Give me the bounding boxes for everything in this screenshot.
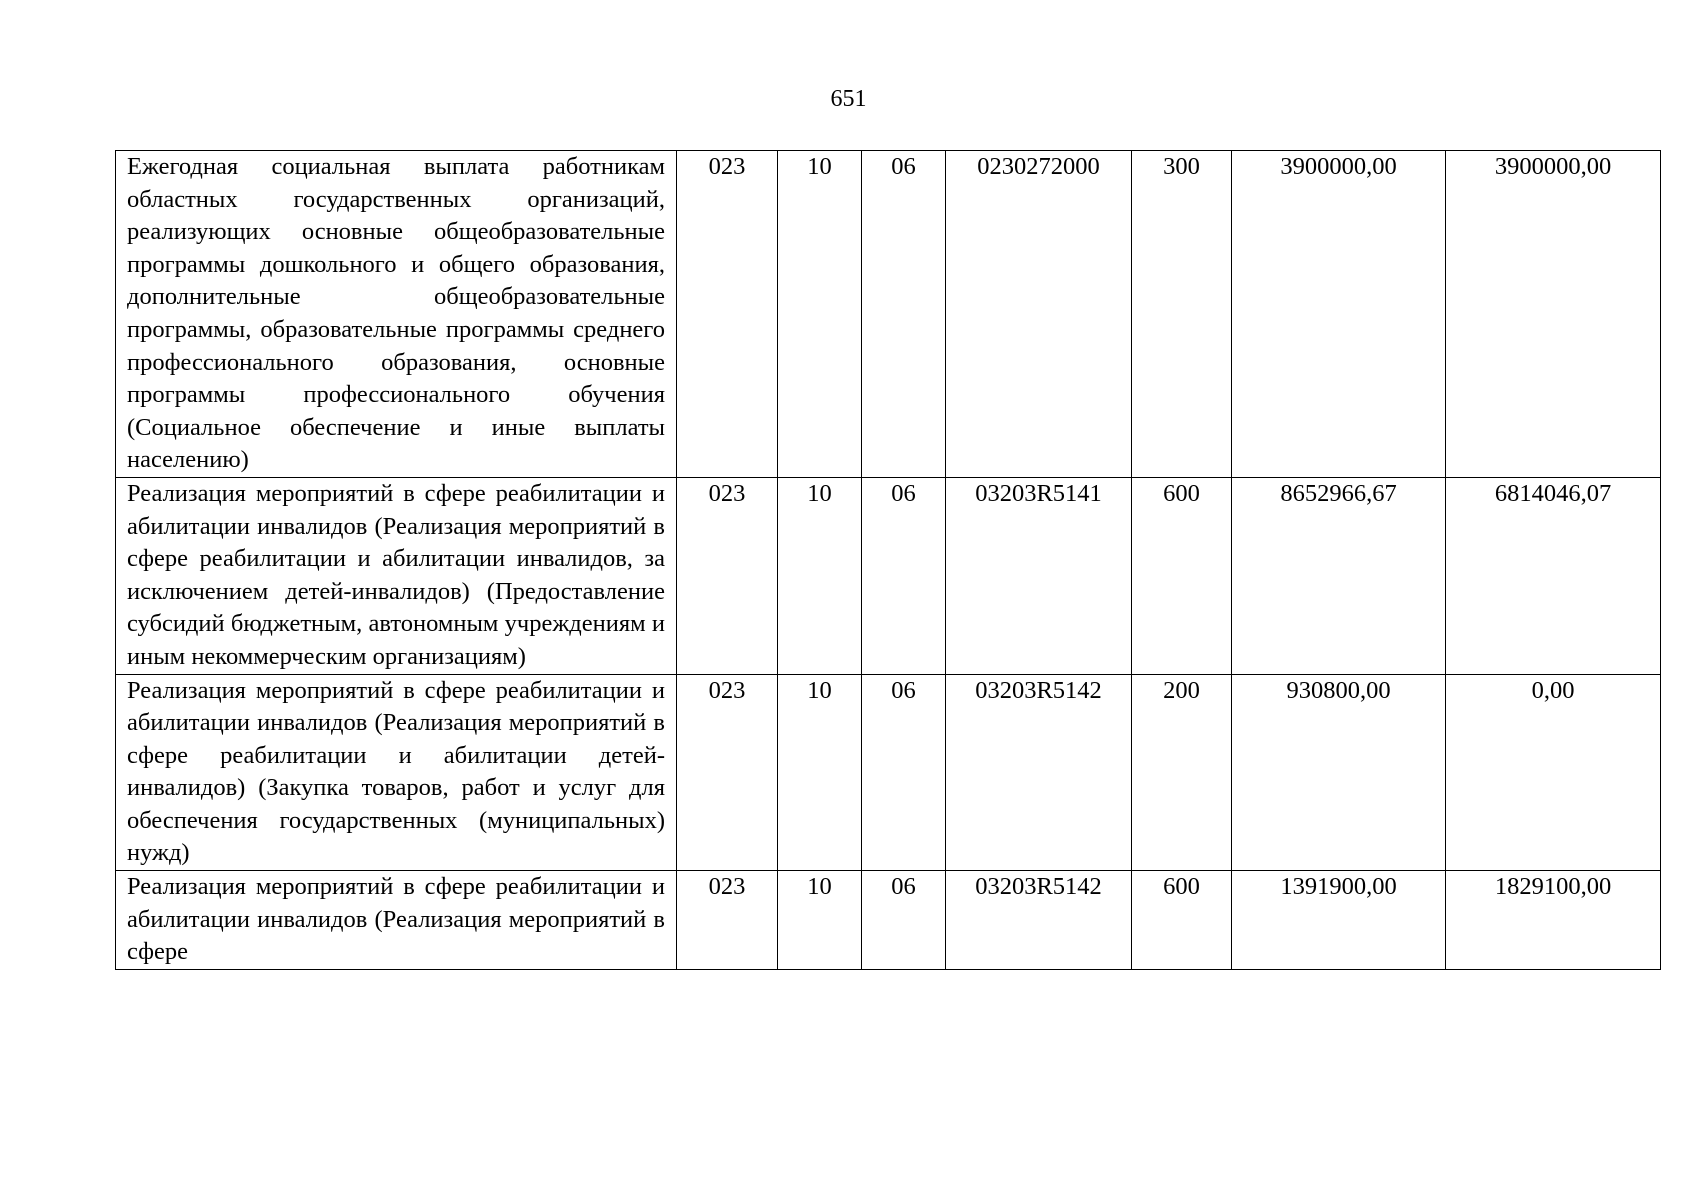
target-article-code: 0230272000 <box>946 151 1132 478</box>
ministry-code: 023 <box>677 871 778 970</box>
budget-table <box>115 150 1661 970</box>
amount-year-2: 0,00 <box>1446 674 1661 871</box>
expense-type-code: 600 <box>1132 477 1232 674</box>
section-code: 10 <box>778 151 862 478</box>
table-row <box>116 151 1661 478</box>
target-article-code: 03203R5142 <box>946 871 1132 970</box>
section-code: 10 <box>778 674 862 871</box>
row-description: Реализация мероприятий в сфере реабилитации и абилитации инвалидов (Реализация мероприятий в сфере реабилитации и абилитации инвалидов, за исключением детей-инвалидов) (Предоставление субсидий бюджетным, автономным учреждениям и иным некоммерческим организациям) <box>116 477 677 674</box>
expense-type-code: 600 <box>1132 871 1232 970</box>
subsection-code: 06 <box>862 151 946 478</box>
ministry-code: 023 <box>677 151 778 478</box>
amount-year-2: 6814046,07 <box>1446 477 1661 674</box>
amount-year-1: 1391900,00 <box>1232 871 1446 970</box>
amount-year-1: 3900000,00 <box>1232 151 1446 478</box>
row-description: Реализация мероприятий в сфере реабилитации и абилитации инвалидов (Реализация мероприятий в сфере <box>116 871 677 970</box>
amount-year-2: 3900000,00 <box>1446 151 1661 478</box>
expense-type-code: 300 <box>1132 151 1232 478</box>
amount-year-1: 930800,00 <box>1232 674 1446 871</box>
target-article-code: 03203R5141 <box>946 477 1132 674</box>
amount-year-2: 1829100,00 <box>1446 871 1661 970</box>
row-description: Ежегодная социальная выплата работникам областных государственных организаций, реализующих основные общеобразовательные программы дошкольного и общего образования, дополнительные общеобразовательные программы, образовательные программы среднего профессионального образования, основные программы профессионального обучения (Социальное обеспечение и иные выплаты населению) <box>116 151 677 478</box>
table-row <box>116 477 1661 674</box>
row-description: Реализация мероприятий в сфере реабилитации и абилитации инвалидов (Реализация мероприятий в сфере реабилитации и абилитации детей-инвалидов) (Закупка товаров, работ и услуг для обеспечения государственных (муниципальных) нужд) <box>116 674 677 871</box>
section-code: 10 <box>778 871 862 970</box>
expense-type-code: 200 <box>1132 674 1232 871</box>
page-number: 651 <box>830 86 867 112</box>
ministry-code: 023 <box>677 477 778 674</box>
subsection-code: 06 <box>862 871 946 970</box>
table-row <box>116 871 1661 970</box>
target-article-code: 03203R5142 <box>946 674 1132 871</box>
subsection-code: 06 <box>862 477 946 674</box>
section-code: 10 <box>778 477 862 674</box>
subsection-code: 06 <box>862 674 946 871</box>
amount-year-1: 8652966,67 <box>1232 477 1446 674</box>
table-row <box>116 674 1661 871</box>
ministry-code: 023 <box>677 674 778 871</box>
